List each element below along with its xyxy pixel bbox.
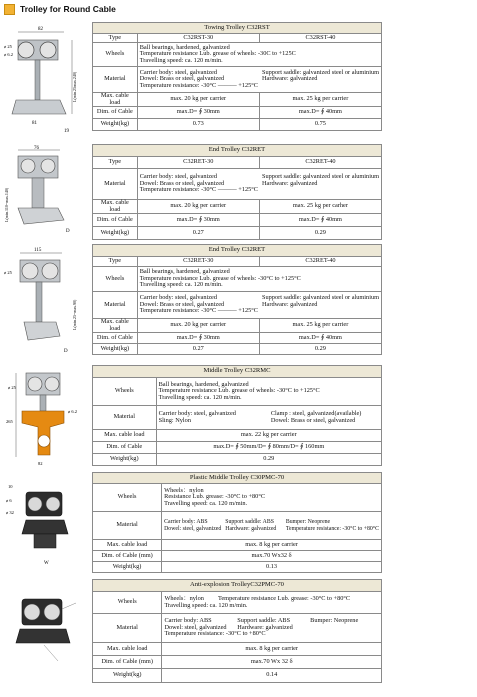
dim-label: ø 6.2	[68, 409, 77, 414]
dim-label: 76	[34, 146, 39, 151]
dim-value: max.D= ∮ 40mm	[259, 333, 381, 344]
row-label: Dim. of Cable	[93, 333, 138, 344]
load-value: max. 20 kg per carrier	[137, 93, 259, 107]
weight-value: 0.75	[259, 119, 381, 131]
middle-trolley-image	[4, 365, 86, 467]
type-value: C32RET-30	[137, 257, 259, 267]
section-end-trolley-1	[0, 144, 477, 240]
dim-value: max.70 Wx 32 δ	[162, 656, 382, 669]
load-value: max. 8 kg per carrier	[162, 643, 382, 656]
row-label: Weight(kg)	[93, 669, 162, 683]
load-value: max. 20 kg per carrier	[137, 319, 259, 333]
material-spec: Carrier body: steel, galvanized Dowel: Brass or steel, galvanized Temperature resistance: -30°C ——— +125°C Support saddle: galvanized steel or aluminium Hardware: galvanized	[137, 169, 381, 200]
row-label: Max. cable load	[93, 540, 162, 551]
load-value: max. 25 kg per carrier	[259, 93, 381, 107]
wheels-spec: Ball bearings, hardened, galvanized Temperature resistance Lub. grease of wheels: -30°C to +125°C Travelling speed: ca. 120 m/min.	[156, 378, 381, 406]
spec-table-end-1	[92, 144, 382, 240]
dim-label: L(min.25max.240)	[72, 71, 77, 102]
dim-value: max.D= ∮ 30mm	[137, 214, 259, 227]
weight-value: 0.13	[162, 562, 382, 573]
page-title: Trolley for Round Cable	[20, 4, 116, 14]
section-middle-trolley	[0, 365, 477, 469]
dim-label: ø 6	[6, 498, 12, 503]
load-value: max. 25 kg per carrier	[259, 319, 381, 333]
row-label: Dim. of Cable	[93, 107, 138, 119]
dim-value: max.D= ∮ 50mm/D= ∮ 80mm/D= ∮ 160mm	[156, 442, 381, 454]
section-title: Plastic Middle Trolley C30PMC-70	[93, 473, 382, 484]
row-label: Max. cable load	[93, 319, 138, 333]
anti-explosion-trolley-image	[4, 579, 86, 679]
type-value: C32RET-30	[137, 157, 259, 169]
wheels-spec: Wheels：nylon Temperature resistance Lub. grease: -30°C to +80°C Travelling speed: ca. 120 m/min.	[162, 592, 382, 614]
spec-table-plastic	[92, 472, 382, 573]
row-label: Wheels	[93, 267, 138, 292]
dim-label: D	[66, 229, 70, 234]
weight-value: 0.29	[259, 227, 381, 240]
row-label: Dim. of Cable (mm)	[93, 551, 162, 562]
weight-value: 0.73	[137, 119, 259, 131]
section-plastic-middle-trolley	[0, 472, 477, 574]
row-label: Wheels	[93, 378, 157, 406]
row-label: Wheels	[93, 592, 162, 614]
dim-label: ø 32	[6, 510, 14, 515]
row-label: Weight(kg)	[93, 562, 162, 573]
spec-table-end-2	[92, 244, 382, 355]
page-header	[4, 3, 116, 15]
weight-value: 0.29	[156, 454, 381, 466]
dim-label: ø 25	[8, 385, 16, 390]
dim-label: ø 25	[4, 270, 12, 275]
material-spec: Carrier body: ABS Dowel: steel, galvanized Support saddle: ABS Hardware: galvanized Bumper: Neoprene Temperature resistance: -30°C to +80°C	[162, 614, 382, 643]
type-value: C32RST-40	[259, 34, 381, 43]
wheels-spec: Wheels：nylon Resistance Lub. grease: -30°C to +80°C Travelling speed: ca. 120 m/min.	[162, 484, 382, 512]
header-marker	[4, 4, 15, 15]
weight-value: 0.29	[259, 344, 381, 355]
section-title: Towing Trolley C32RST	[93, 23, 382, 34]
row-label: Material	[93, 406, 157, 430]
row-label: Weight(kg)	[93, 454, 157, 466]
dim-label: L(min.25~max.90)	[72, 299, 77, 330]
row-label: Dim. of Cable	[93, 442, 157, 454]
dim-label: 10	[8, 484, 13, 489]
dim-label: ø 25	[4, 44, 12, 49]
material-spec: Carrier body: steel, galvanized Dowel: Brass or steel, galvanized Temperature resistance: -30°C ——— +125°C Support saddle: galvanized steel or aluminium Hardware: galvanized	[137, 292, 381, 319]
wheels-spec: Ball bearings, hardened, galvanized Temperature resistance Lub. grease of wheels: -30°C to +125°C Travelling speed: ca. 120 m/min.	[137, 267, 381, 292]
dim-value: max.D= ∮ 30mm	[137, 333, 259, 344]
row-label: Type	[93, 257, 138, 267]
dim-value: max.D= ∮ 40mm	[259, 214, 381, 227]
row-label: Material	[93, 67, 138, 93]
row-label: Dim. of Cable (mm)	[93, 656, 162, 669]
section-title: End Trolley C32RET	[93, 245, 382, 257]
material-spec: Carrier body: steel, galvanized Dowel: Brass or steel, galvanized Temperature resistance: -30°C ——— +125°C Support saddle: galvanized steel or aluminium Hardware: galvanized	[137, 67, 381, 93]
type-value: C32RST-30	[137, 34, 259, 43]
material-spec: Carrier body: steel, galvanized Sling: Nylon Clamp : steel, galvanized(available) Dowel: Brass or steel, galvanized	[156, 406, 381, 430]
end-trolley-image-2	[4, 244, 86, 358]
weight-value: 0.27	[137, 227, 259, 240]
row-label: Weight(kg)	[93, 119, 138, 131]
material-spec: Carrier body: ABS Dowel: steel, galvanized Support saddle: ABS Hardware: galvanized Bumper: Neoprene Temperature resistance: -30°C to +80°C	[162, 512, 382, 540]
weight-value: 0.14	[162, 669, 382, 683]
weight-value: 0.27	[137, 344, 259, 355]
section-title: End Trolley C32RET	[93, 145, 382, 157]
dim-label: 81	[32, 121, 37, 126]
section-towing-trolley	[0, 22, 477, 139]
dim-label: W	[44, 561, 49, 566]
type-value: C32RET-40	[259, 157, 381, 169]
spec-table-anti-explosion	[92, 579, 382, 683]
row-label: Max. cable load	[93, 430, 157, 442]
dim-label: L(min.110~max.140)	[4, 187, 9, 222]
row-label: Wheels	[93, 484, 162, 512]
section-end-trolley-2	[0, 244, 477, 360]
row-label: Material	[93, 512, 162, 540]
load-value: max. 20 kg per carrier	[137, 200, 259, 214]
row-label: Material	[93, 169, 138, 200]
row-label: Dim. of Cable	[93, 214, 138, 227]
row-label: Material	[93, 292, 138, 319]
row-label: Weight(kg)	[93, 227, 138, 240]
row-label: Weight(kg)	[93, 344, 138, 355]
spec-table-towing	[92, 22, 382, 131]
type-value: C32RET-40	[259, 257, 381, 267]
dim-label: 265	[6, 419, 13, 424]
row-label: Max. cable load	[93, 200, 138, 214]
row-label: Type	[93, 34, 138, 43]
section-title: Middle Trolley C32RMC	[93, 366, 382, 378]
row-label: Wheels	[93, 43, 138, 67]
row-label: Material	[93, 614, 162, 643]
dim-label: D	[64, 349, 68, 354]
row-label: Max. cable load	[93, 93, 138, 107]
towing-trolley-image	[4, 22, 86, 137]
load-value: max. 25 kg per carher	[259, 200, 381, 214]
dim-label: 19	[64, 129, 69, 134]
row-label: Max. cable load	[93, 643, 162, 656]
dim-value: max.D= ∮ 40mm	[259, 107, 381, 119]
section-anti-explosion-trolley	[0, 579, 477, 689]
wheels-spec: Ball bearings, hardened, galvanized Temperature resistance Lub. grease of wheels: -30C to +125C Travelling speed: ca. 120 m/min.	[137, 43, 381, 67]
load-value: max. 22 kg per carrier	[156, 430, 381, 442]
section-title: Anti-explosion TrolleyC32PMC-70	[93, 580, 382, 592]
dim-label: 115	[34, 248, 42, 253]
load-value: max. 8 kg per carrier	[162, 540, 382, 551]
dim-label: ø 6.2	[4, 52, 13, 57]
plastic-trolley-image	[4, 472, 86, 572]
row-label: Type	[93, 157, 138, 169]
dim-value: max.D= ∮ 30mm	[137, 107, 259, 119]
dim-value: max.70 Wx32 δ	[162, 551, 382, 562]
spec-table-middle	[92, 365, 382, 466]
end-trolley-image	[4, 144, 86, 238]
dim-label: 82	[38, 27, 43, 32]
dim-label: 82	[38, 461, 43, 466]
